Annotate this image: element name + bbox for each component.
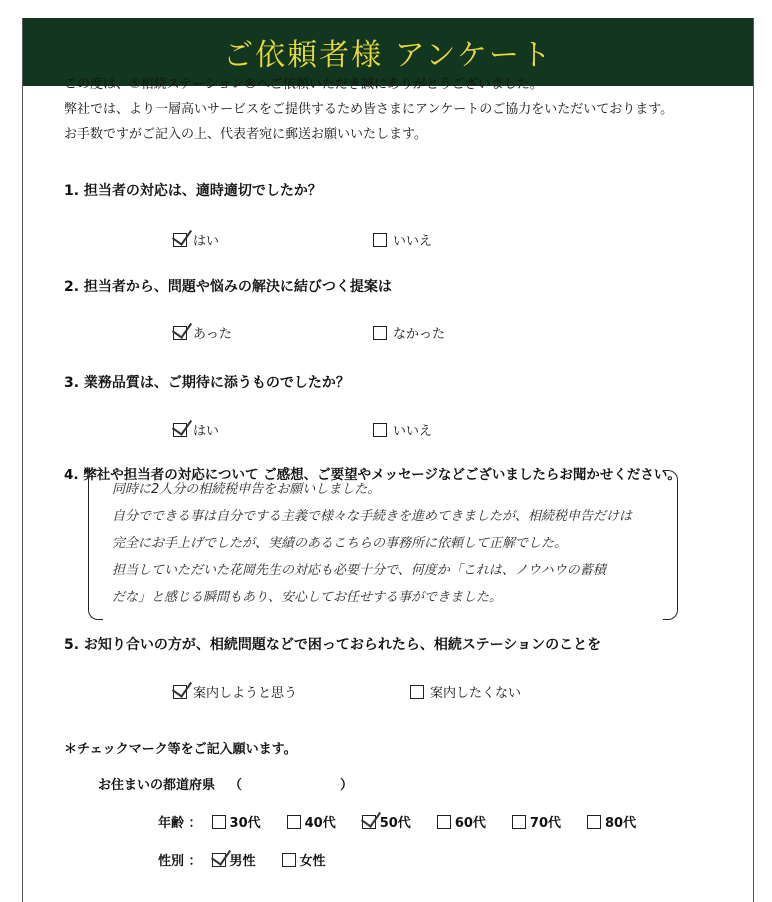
intro-text	[64, 72, 714, 147]
checkbox-checked[interactable]	[362, 815, 376, 829]
checkbox-checked[interactable]	[173, 326, 187, 340]
comment-line: だな」と感じる瞬間もあり、安心してお任せする事ができました。	[112, 590, 503, 605]
checkbox[interactable]	[437, 815, 451, 829]
comment-line: 完全にお手上げでしたが、実績のあるこちらの事務所に依頼して正解でした。	[112, 536, 568, 551]
q5-option-yes[interactable]	[173, 682, 297, 701]
option-label: はい	[193, 234, 220, 249]
gender-label: 性別 ：	[158, 854, 202, 869]
gender-option-male[interactable]	[212, 850, 256, 869]
age-row	[158, 812, 636, 831]
option-label: 60代	[454, 816, 486, 831]
handwritten-comment	[112, 476, 682, 611]
page-title: ご依頼者様 アンケート	[223, 38, 553, 73]
q1-option-yes[interactable]	[173, 230, 219, 249]
checkbox-checked[interactable]	[212, 853, 226, 867]
option-label: 40代	[304, 816, 336, 831]
option-label: 50代	[379, 816, 411, 831]
question-5: 5. お知り合いの方が、相続問題などで困っておられたら、相続ステーションのことを	[64, 637, 602, 653]
option-label: なかった	[393, 327, 446, 342]
prefecture-field[interactable]	[98, 774, 353, 793]
option-label: はい	[193, 424, 220, 439]
option-label: 男性	[229, 854, 256, 869]
option-label: 案内しようと思う	[193, 686, 298, 701]
comment-line: 同時に2人分の相続税申告をお願いしました。	[112, 482, 381, 497]
option-label: 70代	[529, 816, 561, 831]
intro-line: お手数ですがご記入の上、代表者宛に郵送お願いいたします。	[64, 127, 427, 142]
age-option-70[interactable]	[512, 812, 561, 831]
question-1: 1. 担当者の対応は、適時適切でしたか？	[64, 183, 322, 199]
age-option-30[interactable]	[212, 812, 261, 831]
q2-option-yes[interactable]	[173, 323, 232, 342]
age-option-50[interactable]	[362, 812, 411, 831]
age-option-40[interactable]	[287, 812, 336, 831]
option-label: いいえ	[393, 424, 433, 439]
gender-row	[158, 850, 352, 869]
gender-option-female[interactable]	[282, 850, 326, 869]
prefecture-input[interactable]	[256, 774, 326, 793]
checkbox[interactable]	[373, 326, 387, 340]
checkbox[interactable]	[410, 685, 424, 699]
question-3: 3. 業務品質は、ご期待に添うものでしたか？	[64, 375, 350, 391]
age-label: 年齢 ：	[158, 816, 202, 831]
option-label: いいえ	[393, 234, 433, 249]
question-2: 2. 担当者から、問題や悩みの解決に結びつく提案は	[64, 279, 392, 295]
intro-line: この度は、⑤相続ステーション®へご依頼いただき誠にありがとうございました。	[64, 77, 543, 92]
q2-option-no[interactable]	[373, 323, 445, 342]
q3-option-no[interactable]	[373, 420, 432, 439]
age-option-60[interactable]	[437, 812, 486, 831]
comment-line: 自分でできる事は自分でする主義で様々な手続きを進めてきましたが、相続税申告だけは	[112, 509, 633, 524]
checkbox[interactable]	[212, 815, 226, 829]
q5-option-no[interactable]	[410, 682, 521, 701]
option-label: 案内したくない	[430, 686, 522, 701]
option-label: 30代	[229, 816, 261, 831]
comment-line: 担当していただいた花岡先生の対応も必要十分で、何度か「これは、ノウハウの蓄積	[112, 563, 606, 578]
checkbox[interactable]	[282, 853, 296, 867]
prefecture-label: お住まいの都道府県	[98, 778, 216, 793]
checkbox[interactable]	[587, 815, 601, 829]
note-text: ＊チェックマーク等をご記入願います。	[64, 742, 297, 757]
checkbox[interactable]	[512, 815, 526, 829]
option-label: あった	[193, 327, 232, 342]
q1-option-no[interactable]	[373, 230, 432, 249]
checkbox[interactable]	[373, 233, 387, 247]
checkbox[interactable]	[287, 815, 301, 829]
checkbox-checked[interactable]	[173, 685, 187, 699]
comment-box[interactable]	[88, 470, 678, 618]
checkbox-checked[interactable]	[173, 233, 187, 247]
survey-sheet	[22, 18, 754, 902]
option-label: 女性	[299, 854, 326, 869]
q3-option-yes[interactable]	[173, 420, 219, 439]
paren-close: ）	[340, 778, 354, 793]
age-option-80[interactable]	[587, 812, 636, 831]
paren-open: （	[229, 778, 243, 793]
checkbox-checked[interactable]	[173, 423, 187, 437]
question-4: 4. 弊社や担当者の対応について ご感想、ご要望やメッセージなどございましたらお聞かせください。	[64, 467, 681, 483]
option-label: 80代	[605, 816, 637, 831]
bracket-left	[88, 470, 103, 620]
intro-line: 弊社では、より一層高いサービスをご提供するため皆さまにアンケートのご協力をいただいております。	[64, 102, 674, 117]
checkbox[interactable]	[373, 423, 387, 437]
